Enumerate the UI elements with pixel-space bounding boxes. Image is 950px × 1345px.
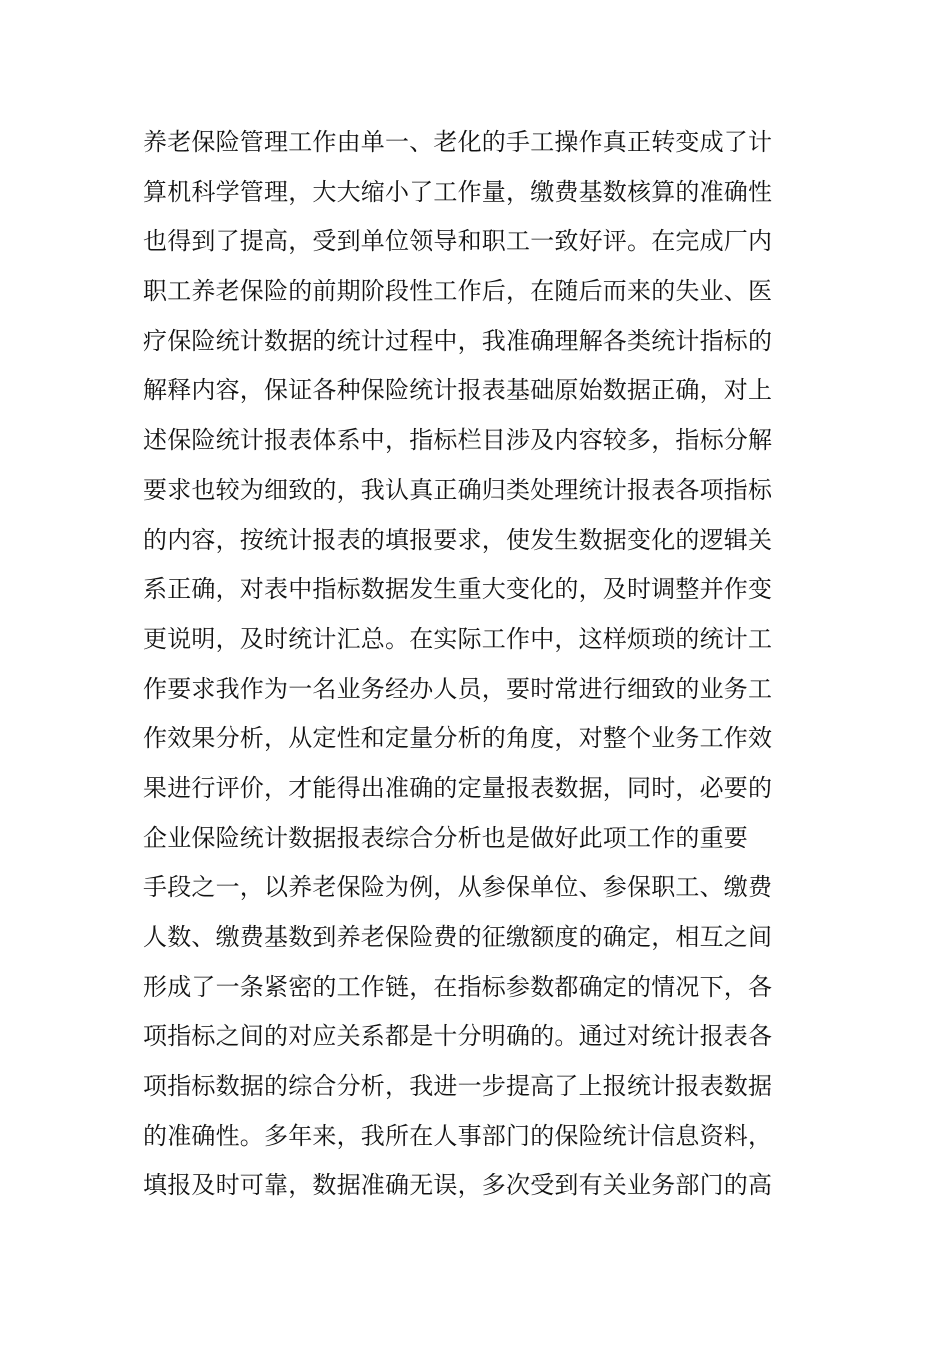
text-line: 作要求我作为一名业务经办人员，要时常进行细致的业务工 [143,674,773,703]
text-line: 形成了一条紧密的工作链，在指标参数都确定的情况下，各 [143,972,773,1001]
text-line: 也得到了提高，受到单位领导和职工一致好评。在完成厂内 [143,227,773,256]
text-line: 作效果分析，从定性和定量分析的角度，对整个业务工作效 [143,724,773,753]
text-line: 果进行评价，才能得出准确的定量报表数据，同时，必要的 [143,773,773,802]
text-line: 手段之一，以养老保险为例，从参保单位、参保职工、缴费 [143,873,773,902]
text-line: 述保险统计报表体系中，指标栏目涉及内容较多，指标分解 [143,426,773,455]
body-paragraph [143,118,773,1211]
text-line: 系正确，对表中指标数据发生重大变化的，及时调整并作变 [143,575,773,604]
text-line: 项指标之间的对应关系都是十分明确的。通过对统计报表各 [143,1022,773,1051]
text-line: 企业保险统计数据报表综合分析也是做好此项工作的重要 [143,823,748,852]
text-line: 人数、缴费基数到养老保险费的征缴额度的确定，相互之间 [143,923,773,951]
text-line: 职工养老保险的前期阶段性工作后，在随后而来的失业、医 [143,277,773,306]
text-line: 的准确性。多年来，我所在人事部门的保险统计信息资料， [143,1121,773,1150]
text-line: 养老保险管理工作由单一、老化的手工操作真正转变成了计 [143,128,773,156]
text-line: 项指标数据的综合分析，我进一步提高了上报统计报表数据 [143,1072,773,1101]
text-line: 更说明，及时统计汇总。在实际工作中，这样烦琐的统计工 [143,624,773,653]
text-line: 要求也较为细致的，我认真正确归类处理统计报表各项指标 [143,475,773,504]
text-line: 填报及时可靠，数据准确无误，多次受到有关业务部门的高 [143,1171,773,1200]
text-line: 的内容，按统计报表的填报要求，使发生数据变化的逻辑关 [143,525,773,554]
text-line: 疗保险统计数据的统计过程中，我准确理解各类统计指标的 [143,326,773,355]
text-line: 解释内容，保证各种保险统计报表基础原始数据正确，对上 [143,376,773,405]
text-line: 算机科学管理，大大缩小了工作量，缴费基数核算的准确性 [143,177,773,206]
